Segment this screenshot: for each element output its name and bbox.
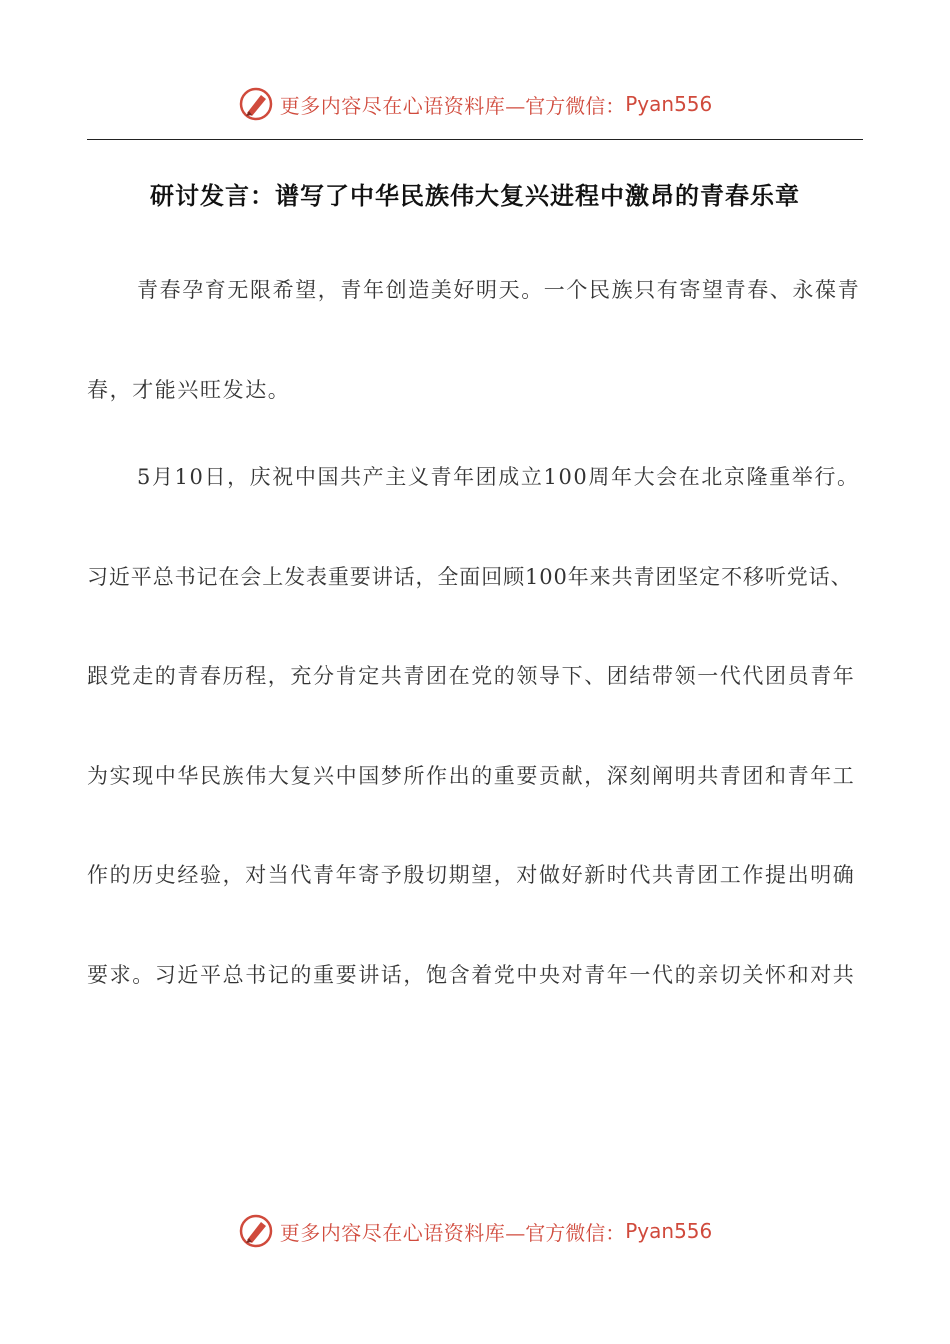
paragraph-line: 5月10日，庆祝中国共产主义青年团成立100周年大会在北京隆重举行。 (137, 465, 860, 489)
header-banner-separator: —官方微信： (505, 93, 626, 118)
header-divider (87, 139, 863, 140)
pen-logo-icon (238, 86, 274, 122)
paragraph-line: 青春孕育无限希望，青年创造美好明天。一个民族只有寄望青春、永葆青 (137, 278, 861, 302)
pen-logo-icon (238, 1213, 274, 1249)
footer-wechat-id: Pyan556 (625, 1219, 713, 1243)
header-wechat-id: Pyan556 (625, 92, 713, 116)
paragraph-line: 为实现中华民族伟大复兴中国梦所作出的重要贡献，深刻阐明共青团和青年工 (87, 764, 856, 788)
paragraph-line: 跟党走的青春历程，充分肯定共青团在党的领导下、团结带领一代代团员青年 (87, 664, 856, 688)
paragraph-line: 习近平总书记在会上发表重要讲话，全面回顾100年来共青团坚定不移听党话、 (87, 565, 853, 589)
footer-banner-separator: —官方微信： (505, 1220, 626, 1245)
paragraph-line: 作的历史经验，对当代青年寄予殷切期望，对做好新时代共青团工作提出明确 (87, 863, 856, 887)
paragraph-line: 春，才能兴旺发达。 (87, 378, 291, 402)
header-banner (0, 84, 950, 124)
paragraph-line: 要求。习近平总书记的重要讲话，饱含着党中央对青年一代的亲切关怀和对共 (87, 963, 856, 987)
footer-banner-text: 更多内容尽在心语资料库 (279, 1220, 506, 1245)
document-title: 研讨发言：谱写了中华民族伟大复兴进程中激昂的青春乐章 (150, 182, 800, 210)
footer-banner (0, 1211, 950, 1251)
header-banner-text: 更多内容尽在心语资料库 (279, 93, 506, 118)
